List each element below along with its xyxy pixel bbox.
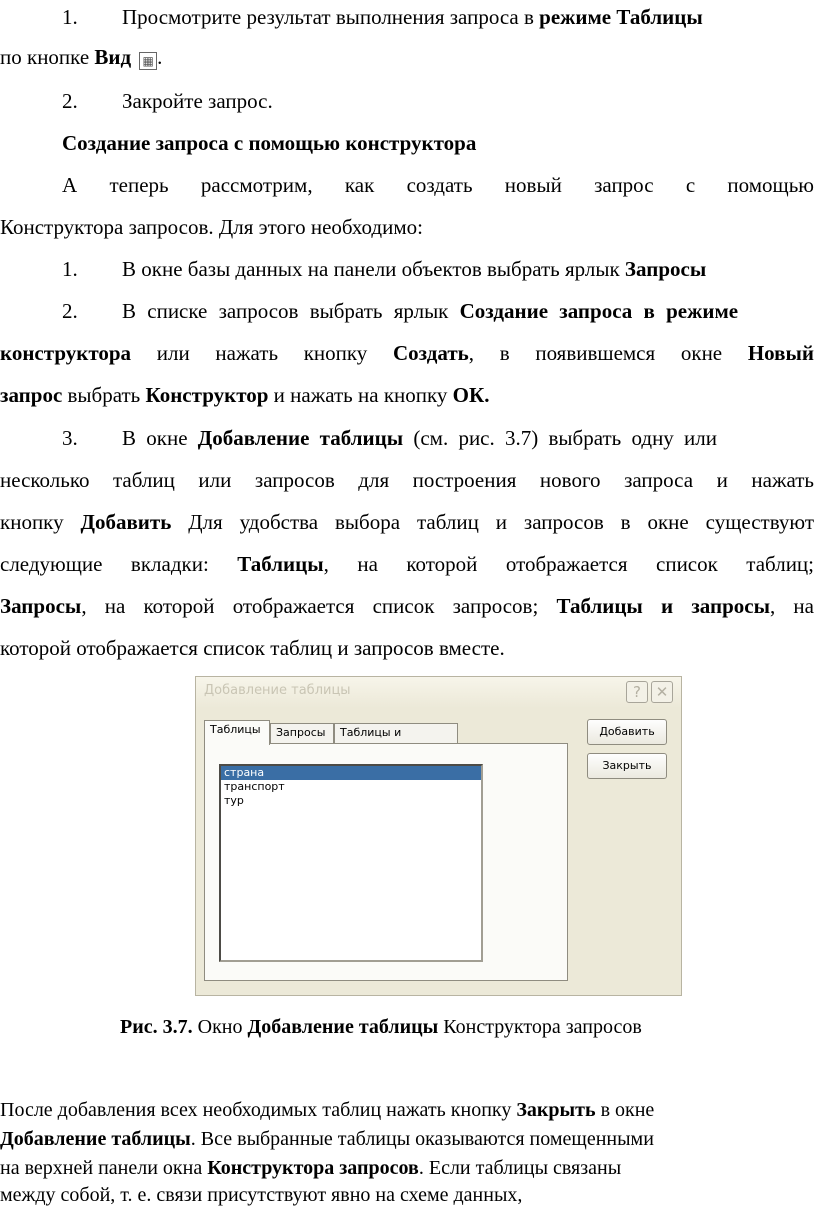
text: , на которой отображается список запросов; (81, 594, 557, 618)
bold-text: Таблицы (237, 552, 324, 576)
tab-tables-and-queries[interactable]: Таблицы и (334, 723, 458, 743)
paragraph-line (0, 1097, 816, 1123)
close-icon[interactable]: ✕ (651, 681, 673, 703)
paragraph-line (0, 635, 816, 661)
text: Закройте запрос. (122, 89, 273, 113)
bold-text: ОК. (452, 383, 490, 407)
paragraph-line (0, 1155, 816, 1181)
bold-text: Добавить (80, 510, 172, 534)
bold-text: Добавление таблицы (0, 1128, 191, 1150)
section-heading (62, 130, 816, 156)
table-list[interactable] (219, 764, 483, 962)
text: А теперь рассмотрим, как создать новый запрос с помощью (62, 173, 814, 197)
paragraph-line (0, 551, 814, 577)
text: которой отображается список таблиц и запросов вместе. (0, 636, 505, 660)
step-2-line (62, 88, 816, 114)
paragraph-line (0, 509, 814, 535)
list-number: 3. (62, 426, 78, 450)
text: выбрать (62, 383, 146, 407)
paragraph-line (0, 214, 816, 240)
bold-text: Рис. 3.7. (120, 1016, 193, 1038)
text: В окне базы данных на панели объектов выбрать ярлык (122, 257, 625, 281)
step-1-line (62, 256, 816, 282)
add-table-dialog (195, 676, 682, 996)
bold-text: Добавление таблицы (247, 1016, 439, 1038)
tab-queries[interactable]: Запросы (270, 723, 334, 743)
bold-text: Новый (747, 341, 814, 365)
step-2-continuation (0, 382, 816, 408)
step-2-continuation (0, 340, 814, 366)
add-button[interactable]: Добавить (587, 719, 667, 745)
text: на верхней панели окна (0, 1157, 208, 1179)
text: кнопку (0, 510, 81, 534)
text: (см. рис. 3.7) выбрать одну или (403, 426, 718, 450)
text: и нажать на кнопку (268, 383, 453, 407)
text: между собой, т. е. связи присутствуют явно на схеме данных, (0, 1184, 523, 1206)
text: Окно (192, 1016, 248, 1038)
bold-text: режиме Таблицы (539, 5, 703, 29)
text: в окне (595, 1099, 655, 1121)
step-1-line (62, 4, 816, 30)
text: Конструктора запросов. Для этого необходимо: (0, 215, 423, 239)
text: несколько таблиц или запросов для построения нового запроса и нажать (0, 468, 814, 492)
help-button[interactable]: ? (626, 681, 648, 703)
paragraph-line (0, 467, 814, 493)
text: . Все выбранные таблицы оказываются помещенными (190, 1128, 654, 1150)
list-number: 2. (62, 299, 78, 323)
bold-text: Создать (393, 341, 469, 365)
paragraph-line (62, 172, 814, 198)
text: В окне (122, 426, 198, 450)
text: В списке запросов выбрать ярлык (122, 299, 460, 323)
list-item[interactable]: транспорт (224, 780, 285, 793)
bold-text: запрос (0, 383, 63, 407)
list-item[interactable]: страна (221, 766, 481, 780)
step-2-line (62, 298, 814, 324)
dialog-title: Добавление таблицы (204, 683, 351, 698)
tab-panel (204, 743, 568, 981)
text: , на которой отображается список таблиц; (323, 552, 815, 576)
text: Конструктора запросов (438, 1016, 642, 1038)
text: или нажать кнопку (131, 341, 394, 365)
text: После добавления всех необходимых таблиц нажать кнопку (0, 1099, 517, 1121)
text: Для удобства выбора таблиц и запросов в окне существуют (171, 510, 814, 534)
close-button[interactable]: Закрыть (587, 753, 667, 779)
list-number: 2. (62, 89, 78, 113)
figure-caption (120, 1014, 642, 1040)
text: , в появившемся окне (468, 341, 748, 365)
paragraph-line (0, 1182, 816, 1208)
paragraph-line (0, 1126, 816, 1152)
heading-text: Создание запроса с помощью конструктора (62, 131, 477, 155)
step-3-line (62, 425, 814, 451)
bold-text: Таблицы и запросы (556, 594, 770, 618)
bold-text: конструктора (0, 341, 132, 365)
dialog-titlebar (196, 677, 681, 708)
paragraph-line (0, 593, 814, 619)
tab-tables[interactable]: Таблицы (204, 720, 270, 745)
text: . Если таблицы связаны (418, 1157, 622, 1179)
bold-text: Вид (94, 45, 132, 69)
bold-text: Добавление таблицы (197, 426, 404, 450)
bold-text: Запросы (0, 594, 82, 618)
bold-text: Создание запроса в режиме (459, 299, 739, 323)
text: Просмотрите результат выполнения запроса в (122, 5, 540, 29)
list-item[interactable]: тур (224, 794, 244, 807)
list-number: 1. (62, 257, 78, 281)
bold-text: Закрыть (516, 1099, 596, 1121)
text: , на (769, 594, 814, 618)
list-number: 1. (62, 5, 78, 29)
text: по кнопке (0, 45, 95, 69)
step-1-continuation: по кнопке Вид ▦ . (0, 45, 163, 69)
bold-text: Конструктор (145, 383, 269, 407)
bold-text: Конструктора запросов (207, 1157, 419, 1179)
text: следующие вкладки: (0, 552, 238, 576)
bold-text: Запросы (624, 257, 707, 281)
table-view-icon: ▦ (139, 52, 157, 70)
